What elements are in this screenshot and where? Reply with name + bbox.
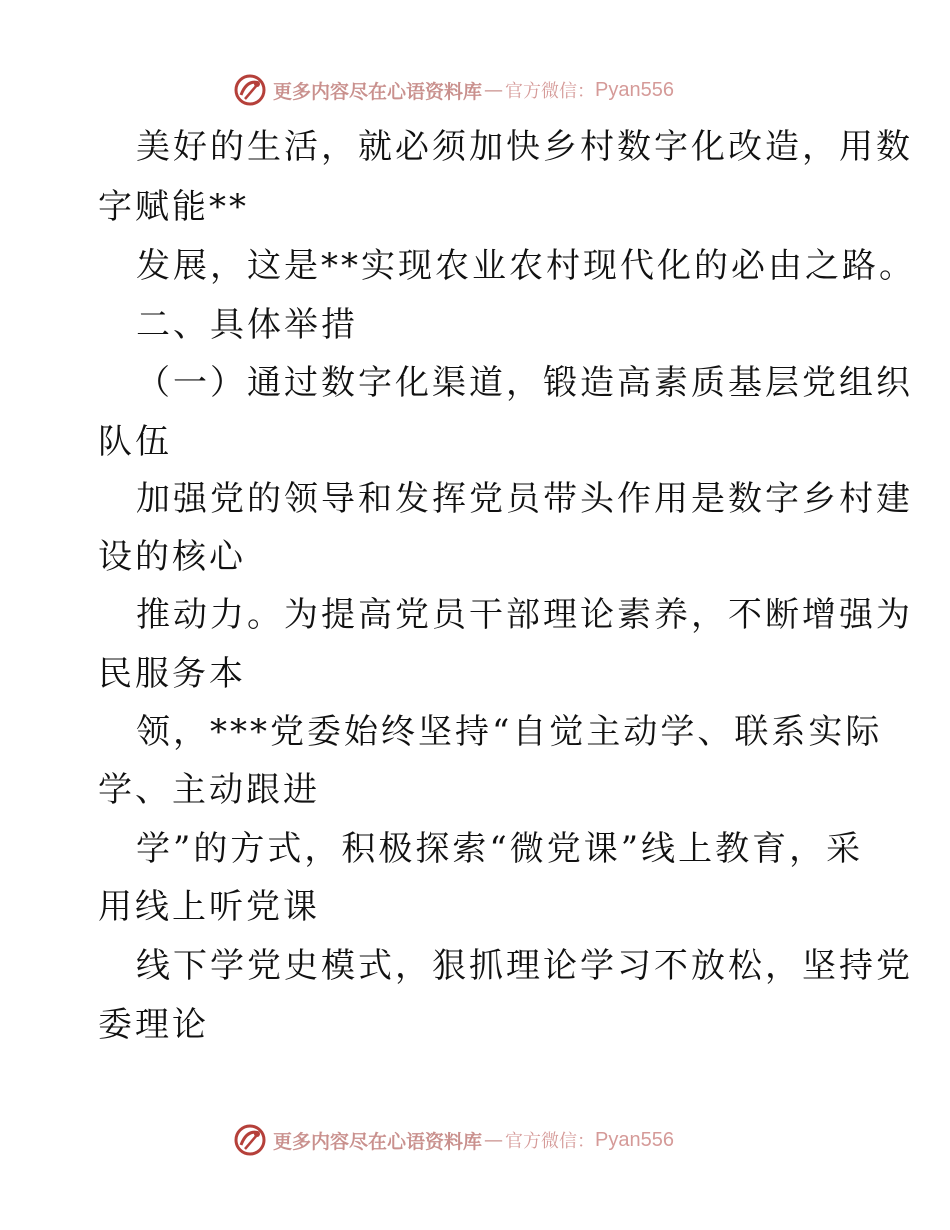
- watermark-wechat-id: Pyan556: [595, 78, 674, 101]
- paragraph-line: 委理论: [98, 1005, 209, 1045]
- paragraph-line: 发展，这是**实现农业农村现代化的必由之路。: [136, 246, 916, 286]
- paragraph-line: 美好的生活，就必须加快乡村数字化改造，用数: [136, 127, 913, 167]
- paragraph-line: 字赋能**: [98, 187, 249, 227]
- watermark-official-text: 官方微信：: [505, 81, 596, 102]
- logo-icon: [233, 73, 267, 107]
- watermark-wechat-id: Pyan556: [595, 1128, 674, 1151]
- paragraph-line: 加强党的领导和发挥党员带头作用是数字乡村建: [136, 479, 913, 519]
- paragraph-line: 学”的方式，积极探索“微党课”线上教育，采: [136, 829, 864, 869]
- subsection-heading-cont: 队伍: [98, 422, 172, 462]
- paragraph-line: 民服务本: [98, 654, 246, 694]
- watermark-site-text: 更多内容尽在心语资料库: [273, 1130, 483, 1153]
- paragraph-line: 推动力。为提高党员干部理论素养，不断增强为: [136, 595, 913, 635]
- logo-icon: [233, 1123, 267, 1157]
- watermark-separator: —: [484, 1129, 504, 1151]
- paragraph-line: 用线上听党课: [98, 887, 320, 927]
- watermark-site-text: 更多内容尽在心语资料库: [273, 80, 483, 103]
- paragraph-line: 设的核心: [98, 537, 246, 577]
- watermark-official-text: 官方微信：: [505, 1131, 596, 1152]
- paragraph-line: 领，***党委始终坚持“自觉主动学、联系实际: [136, 712, 883, 752]
- subsection-heading: （一）通过数字化渠道，锻造高素质基层党组织: [136, 363, 913, 403]
- section-heading: 二、具体举措: [136, 305, 358, 345]
- paragraph-line: 学、主动跟进: [98, 770, 320, 810]
- watermark-separator: —: [484, 79, 504, 101]
- paragraph-line: 线下学党史模式，狠抓理论学习不放松，坚持党: [136, 946, 913, 986]
- header-watermark: [0, 70, 950, 110]
- footer-watermark: [0, 1120, 950, 1160]
